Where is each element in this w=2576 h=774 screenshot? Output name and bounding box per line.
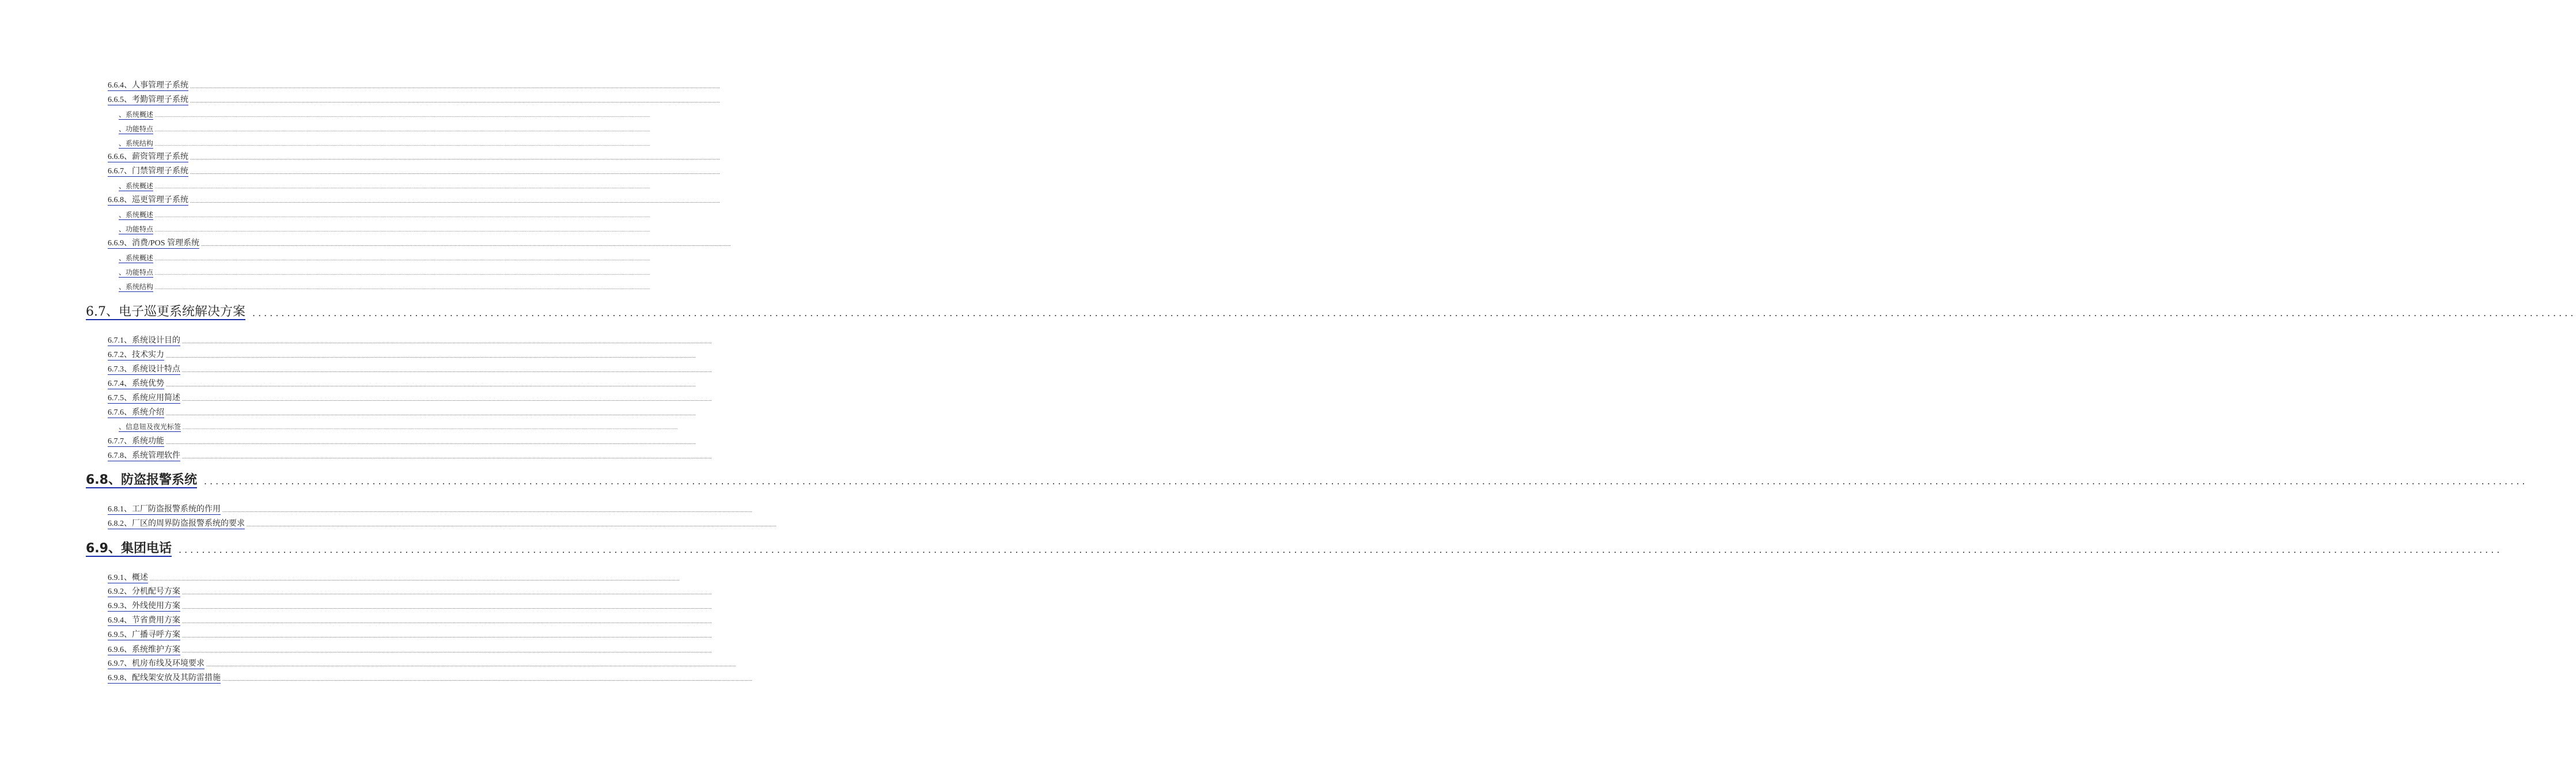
toc-entry-link[interactable]: 、系统结构 [119, 139, 154, 148]
toc-entry-link[interactable]: 6.6.9、消费/POS 管理系统 [108, 239, 199, 249]
dot-leader: ................................................................................................................................................................................................................................................................................................................................................................................................................ [182, 633, 712, 639]
toc-entry[interactable] [108, 166, 720, 177]
toc-heading-link[interactable]: 6.8、防盗报警系统 [86, 473, 197, 488]
toc-entry-link[interactable]: 6.7.8、系统管理软件 [108, 451, 180, 461]
dot-leader: ................................................................................................................................................................................................................................................................................................................................................................................................................ [182, 368, 712, 373]
toc-entry-link[interactable]: 6.9.6、系统维护方案 [108, 646, 180, 655]
toc-entry[interactable] [108, 616, 712, 626]
toc-entry-link[interactable]: 6.9.3、外线使用方案 [108, 602, 180, 612]
toc-entry[interactable] [108, 645, 712, 655]
dot-leader: ................................................................................................................................................................................................................................................................................................................................................................................................................ [155, 128, 651, 132]
toc-entry-link[interactable]: 、系统概述 [119, 182, 154, 191]
dot-leader: ................................................................................................................................................................................................................................................................................................................................................................................................................ [190, 98, 720, 104]
dot-leader: ................................................................................................................................................................................................................................................................................................................................................................................................................ [182, 339, 712, 344]
toc-entry-link[interactable]: 6.9.1、概述 [108, 574, 148, 583]
dot-leader: ................................................................................................................................................................................................................................................................................................................................................................................................................ [155, 286, 651, 290]
toc-entry[interactable] [108, 350, 696, 361]
toc-entry[interactable] [108, 336, 712, 346]
dot-leader: ................................................................................................................................................................................................................................................................................................................................................................................................................ [166, 440, 696, 445]
toc-entry-link[interactable]: 6.8.1、工厂防盗报警系统的作用 [108, 505, 221, 515]
toc-entry-link[interactable]: 6.8.2、厂区的周界防盗报警系统的要求 [108, 519, 245, 529]
dot-leader: ................................................................................................................................................................................................................................................................................................................................................................................................................ [155, 142, 651, 147]
toc-entry-link[interactable]: 、系统概述 [119, 254, 154, 263]
toc-entry[interactable] [119, 283, 651, 292]
toc-entry[interactable] [119, 254, 651, 263]
toc-entry-link[interactable]: 6.9.8、配线架安放及其防雷措施 [108, 674, 221, 684]
dot-leader: ................................................................................................................................................................................................................................................................................................................................................................................................................ [166, 382, 696, 388]
toc-entry-link[interactable]: 6.6.7、门禁管理子系统 [108, 167, 188, 177]
toc-entry-link[interactable]: 6.6.8、巡更管理子系统 [108, 196, 188, 206]
dot-leader: ................................................................................................................................................................................................................................................................................................................................................................................................................ [247, 522, 776, 528]
toc-entry[interactable] [108, 408, 696, 418]
dot-leader: ................................................................................................................................................................................................................................................................................................................................................................................................................ [252, 308, 2576, 318]
toc-entry-link[interactable]: 、功能特点 [119, 268, 154, 277]
dot-leader: ................................................................................................................................................................................................................................................................................................................................................................................................................ [166, 411, 696, 416]
toc-entry-link[interactable]: 、功能特点 [119, 225, 154, 234]
toc-entry-link[interactable]: 6.9.5、广播寻呼方案 [108, 631, 180, 640]
toc-entry-link[interactable]: 6.7.6、系统介绍 [108, 408, 164, 418]
toc-entry[interactable] [108, 379, 696, 389]
dot-leader: ................................................................................................................................................................................................................................................................................................................................................................................................................ [183, 426, 679, 430]
dot-leader: ................................................................................................................................................................................................................................................................................................................................................................................................................ [190, 199, 720, 204]
dot-leader: ................................................................................................................................................................................................................................................................................................................................................................................................................ [190, 84, 720, 89]
toc-entry[interactable] [108, 195, 720, 206]
toc-entry-link[interactable]: 6.7.7、系统功能 [108, 437, 164, 447]
toc-heading[interactable] [86, 538, 2503, 557]
toc-entry[interactable] [119, 225, 651, 234]
dot-leader: ................................................................................................................................................................................................................................................................................................................................................................................................................ [222, 677, 752, 682]
toc-entry[interactable] [119, 211, 651, 220]
dot-leader: ................................................................................................................................................................................................................................................................................................................................................................................................................ [155, 257, 651, 261]
toc-entry-link[interactable]: 6.9.2、分机配号方案 [108, 587, 180, 597]
toc-entry[interactable] [108, 81, 720, 91]
dot-leader: ................................................................................................................................................................................................................................................................................................................................................................................................................ [166, 354, 696, 359]
toc-entry-link[interactable]: 、功能特点 [119, 125, 154, 134]
toc-heading[interactable] [86, 470, 2528, 488]
toc-entry[interactable] [108, 504, 752, 515]
dot-leader: ................................................................................................................................................................................................................................................................................................................................................................................................................ [150, 576, 680, 582]
dot-leader: ................................................................................................................................................................................................................................................................................................................................................................................................................ [222, 508, 752, 513]
dot-leader: ................................................................................................................................................................................................................................................................................................................................................................................................................ [155, 214, 651, 218]
toc-entry[interactable] [119, 111, 651, 120]
toc-entry[interactable] [119, 182, 651, 191]
dot-leader: ................................................................................................................................................................................................................................................................................................................................................................................................................ [201, 242, 732, 247]
toc-entry-link[interactable]: 6.6.4、人事管理子系统 [108, 81, 188, 91]
dot-leader: ................................................................................................................................................................................................................................................................................................................................................................................................................ [182, 454, 712, 460]
toc-heading-link[interactable]: 6.9、集团电话 [86, 541, 172, 557]
toc-entry[interactable] [108, 630, 712, 640]
dot-leader: ................................................................................................................................................................................................................................................................................................................................................................................................................ [155, 185, 651, 189]
dot-leader: ................................................................................................................................................................................................................................................................................................................................................................................................................ [155, 271, 651, 276]
toc-entry-link[interactable]: 、系统概述 [119, 211, 154, 219]
dot-leader: ................................................................................................................................................................................................................................................................................................................................................................................................................ [190, 170, 720, 175]
toc-entry-link[interactable]: 6.7.4、系统优势 [108, 380, 164, 389]
toc-entry-link[interactable]: 6.9.4、节省费用方案 [108, 616, 180, 626]
toc-entry-link[interactable]: 6.6.6、薪资管理子系统 [108, 153, 188, 162]
dot-leader: ................................................................................................................................................................................................................................................................................................................................................................................................................ [182, 397, 712, 402]
toc-entry-link[interactable]: 、系统概述 [119, 111, 154, 119]
toc-entry[interactable] [108, 393, 712, 404]
toc-entry[interactable] [108, 365, 712, 375]
dot-leader: ................................................................................................................................................................................................................................................................................................................................................................................................................ [203, 476, 2528, 487]
dot-leader: ................................................................................................................................................................................................................................................................................................................................................................................................................ [182, 619, 712, 624]
toc-heading-link[interactable]: 6.7、电子巡更系统解决方案 [86, 305, 245, 320]
toc-entry[interactable] [108, 573, 680, 583]
dot-leader: ................................................................................................................................................................................................................................................................................................................................................................................................................ [182, 590, 712, 595]
toc-entry-link[interactable]: 、信息钮及夜光标签 [119, 423, 181, 431]
toc-entry-link[interactable]: 6.6.5、考勤管理子系统 [108, 96, 188, 105]
toc-entry[interactable] [108, 437, 696, 447]
toc-entry[interactable] [108, 451, 712, 461]
toc-entry[interactable] [108, 659, 736, 669]
dot-leader: ................................................................................................................................................................................................................................................................................................................................................................................................................ [178, 544, 2503, 555]
toc-entry[interactable] [108, 673, 752, 684]
toc-entry[interactable] [108, 587, 712, 597]
dot-leader: ................................................................................................................................................................................................................................................................................................................................................................................................................ [206, 662, 736, 667]
dot-leader: ................................................................................................................................................................................................................................................................................................................................................................................................................ [155, 113, 651, 118]
toc-entry[interactable] [119, 139, 651, 149]
toc-entry-link[interactable]: 6.7.5、系统应用简述 [108, 394, 180, 404]
toc-entry[interactable] [108, 152, 720, 162]
toc-entry[interactable] [108, 519, 776, 529]
dot-leader: ................................................................................................................................................................................................................................................................................................................................................................................................................ [182, 605, 712, 610]
dot-leader: ................................................................................................................................................................................................................................................................................................................................................................................................................ [182, 648, 712, 654]
toc-entry[interactable] [108, 238, 732, 249]
toc-entry-link[interactable]: 6.7.2、技术实力 [108, 351, 164, 361]
toc-entry[interactable] [108, 95, 720, 105]
toc-entry[interactable] [108, 601, 712, 612]
toc-entry-link[interactable]: 、系统结构 [119, 283, 154, 291]
toc-entry[interactable] [119, 125, 651, 134]
dot-leader: ................................................................................................................................................................................................................................................................................................................................................................................................................ [190, 155, 720, 161]
toc-entry-link[interactable]: 6.9.7、机房布线及环境要求 [108, 659, 204, 669]
toc-entry[interactable] [119, 423, 679, 432]
toc-entry-link[interactable]: 6.7.3、系统设计特点 [108, 365, 180, 375]
toc-heading[interactable] [86, 302, 2576, 320]
toc-entry-link[interactable]: 6.7.1、系统设计目的 [108, 336, 180, 346]
dot-leader: ................................................................................................................................................................................................................................................................................................................................................................................................................ [155, 228, 651, 233]
toc-entry[interactable] [119, 268, 651, 278]
